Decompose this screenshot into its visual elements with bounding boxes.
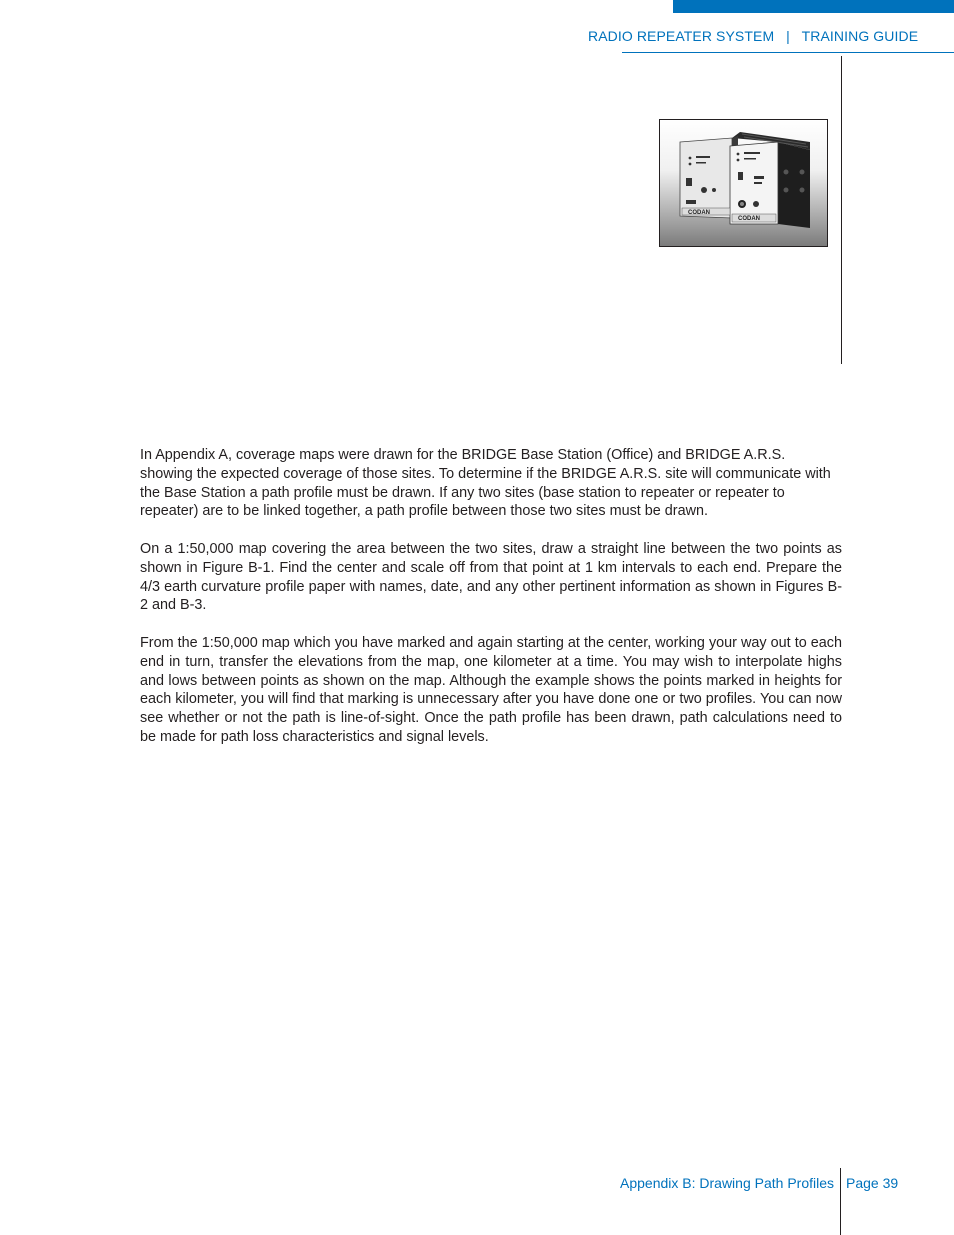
repeater-equipment-photo (659, 119, 828, 247)
page-number: Page 39 (846, 1175, 899, 1191)
brand-label-right: CODAN (738, 216, 760, 222)
body-text (140, 446, 842, 766)
paragraph-3: From the 1:50,000 map which you have marked and again starting at the center, working your way out to each end in turn, transfer the elevations from the map, one kilometer at a time. You may wish to interpolate highs and lows between points as shown on the map. Although the example shows the points marked in heights for each kilometer, you will find that marking is unnecessary after you have done one or two profiles. You can now see whether or not the path is line-of-sight. Once the path profile has been drawn, path calculations need to be made for path loss characteristics and signal levels. (140, 634, 842, 745)
repeater-equipment-illustration (660, 120, 827, 246)
paragraph-2: On a 1:50,000 map covering the area between the two sites, draw a straight line between the two points as shown in Figure B-1. Find the center and scale off from that point at 1 km intervals to each end. Prepare the 4/3 earth curvature profile paper with names, date, and any other pertinent information as shown in Figures B-2 and B-3. (140, 540, 842, 614)
side-rule (841, 56, 842, 364)
header-rule (622, 52, 954, 53)
paragraph-1: In Appendix A, coverage maps were drawn for the BRIDGE Base Station (Office) and BRIDGE A.R.S. showing the expected coverage of those sites. To determine if the BRIDGE A.R.S. site will communicate with the Base Station a path profile must be drawn. If any two sites (base station to repeater or repeater to repeater) are to be linked together, a path profile between those two sites must be drawn. (140, 447, 831, 520)
brand-label-left: CODAN (688, 210, 710, 216)
footer-section-title: Appendix B: Drawing Path Profiles (620, 1175, 834, 1191)
running-header: RADIO REPEATER SYSTEM | TRAINING GUIDE (588, 28, 919, 44)
footer-rule (840, 1168, 841, 1235)
header-accent-bar (673, 0, 954, 13)
